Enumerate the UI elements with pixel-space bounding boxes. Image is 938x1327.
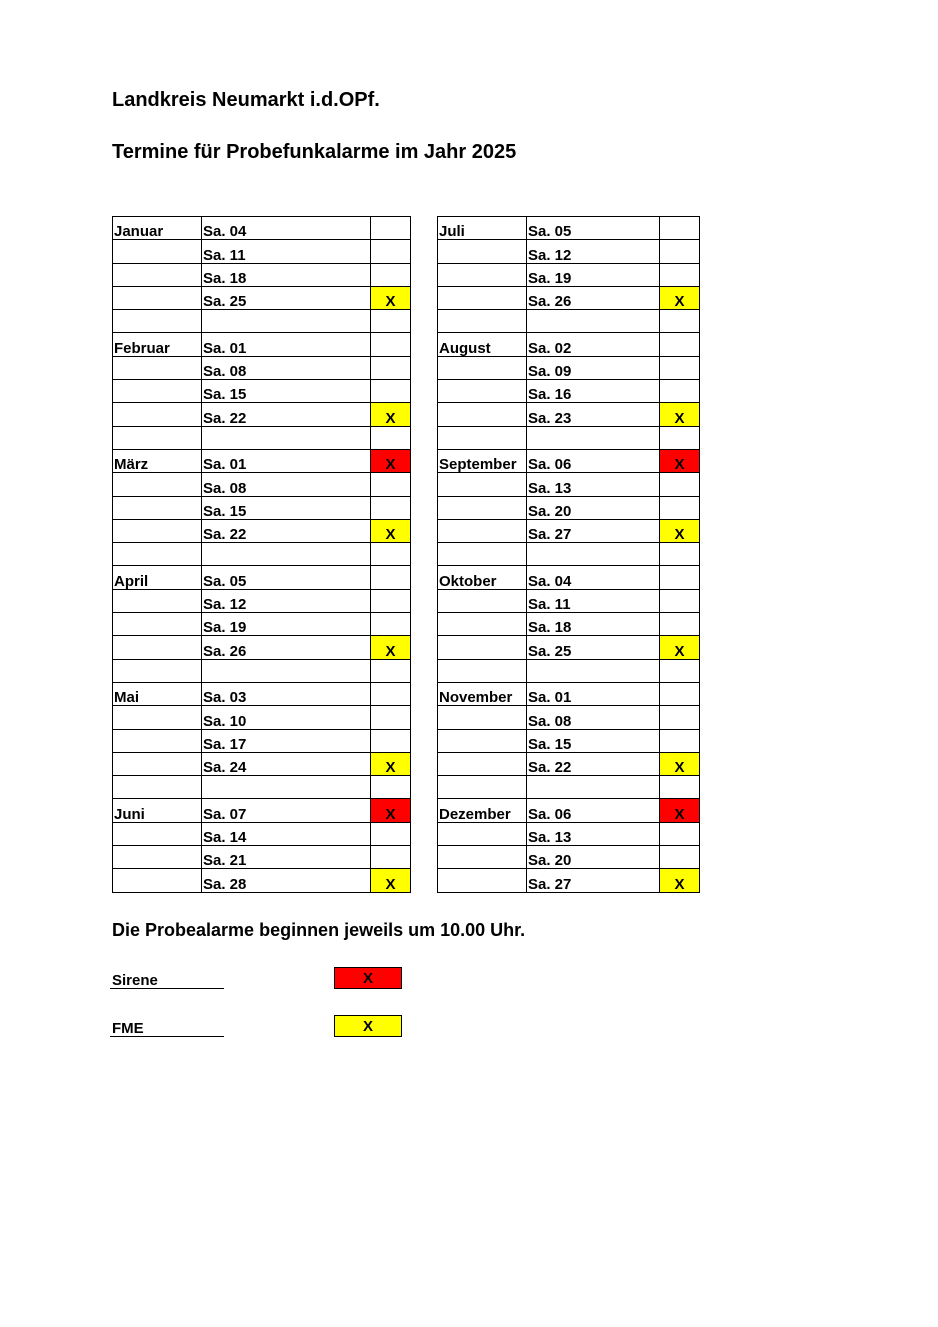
month-cell-empty xyxy=(113,519,202,542)
month-cell-empty xyxy=(438,706,527,729)
table-row xyxy=(438,403,700,426)
month-cell-empty xyxy=(438,263,527,286)
date-cell: Sa. 04 xyxy=(202,217,371,240)
date-cell: Sa. 16 xyxy=(527,380,660,403)
calendar-table-jul-dec xyxy=(437,216,700,893)
table-row xyxy=(113,706,411,729)
month-cell-empty xyxy=(113,496,202,519)
empty-cell xyxy=(371,659,411,682)
month-cell-empty xyxy=(113,263,202,286)
alarm-mark-empty xyxy=(660,496,700,519)
table-row xyxy=(113,217,411,240)
date-cell: Sa. 15 xyxy=(527,729,660,752)
table-row xyxy=(113,403,411,426)
table-row xyxy=(438,729,700,752)
table-row xyxy=(113,240,411,263)
alarm-mark-empty xyxy=(660,356,700,379)
date-cell: Sa. 18 xyxy=(202,263,371,286)
month-cell-empty xyxy=(113,473,202,496)
month-cell-empty xyxy=(438,636,527,659)
alarm-mark-empty xyxy=(660,263,700,286)
month-cell-empty xyxy=(438,822,527,845)
date-cell: Sa. 14 xyxy=(202,822,371,845)
month-cell-empty xyxy=(438,403,527,426)
table-row xyxy=(438,706,700,729)
date-cell: Sa. 05 xyxy=(527,217,660,240)
spacer-row xyxy=(438,543,700,566)
spacer-row xyxy=(113,659,411,682)
month-cell-empty xyxy=(113,240,202,263)
alarm-mark-fme: X xyxy=(371,286,411,309)
month-label: Oktober xyxy=(438,566,527,589)
table-row xyxy=(113,636,411,659)
alarm-mark-fme: X xyxy=(371,403,411,426)
date-cell: Sa. 08 xyxy=(202,473,371,496)
alarm-mark-empty xyxy=(371,333,411,356)
table-row xyxy=(438,217,700,240)
alarm-mark-empty xyxy=(371,613,411,636)
alarm-mark-empty xyxy=(371,822,411,845)
empty-cell xyxy=(202,776,371,799)
empty-cell xyxy=(660,310,700,333)
month-label: August xyxy=(438,333,527,356)
empty-cell xyxy=(438,543,527,566)
spacer-row xyxy=(438,310,700,333)
table-row xyxy=(438,566,700,589)
month-label: Dezember xyxy=(438,799,527,822)
month-cell-empty xyxy=(113,286,202,309)
table-row xyxy=(113,263,411,286)
empty-cell xyxy=(438,659,527,682)
table-row xyxy=(438,449,700,472)
month-cell-empty xyxy=(438,846,527,869)
date-cell: Sa. 11 xyxy=(527,589,660,612)
date-cell: Sa. 22 xyxy=(202,403,371,426)
month-label: Juni xyxy=(113,799,202,822)
table-row xyxy=(113,589,411,612)
date-cell: Sa. 15 xyxy=(202,380,371,403)
alarm-mark-fme: X xyxy=(660,869,700,892)
start-time-note: Die Probealarme beginnen jeweils um 10.00 Uhr. xyxy=(112,920,526,940)
date-cell: Sa. 13 xyxy=(527,473,660,496)
month-cell-empty xyxy=(438,380,527,403)
alarm-mark-empty xyxy=(660,333,700,356)
alarm-mark-empty xyxy=(371,473,411,496)
alarm-mark-fme: X xyxy=(660,752,700,775)
table-row xyxy=(438,799,700,822)
empty-cell xyxy=(438,426,527,449)
month-cell-empty xyxy=(113,846,202,869)
table-row xyxy=(113,519,411,542)
empty-cell xyxy=(113,310,202,333)
spacer-row xyxy=(438,776,700,799)
spacer-row xyxy=(113,310,411,333)
month-label: März xyxy=(113,449,202,472)
date-cell: Sa. 26 xyxy=(202,636,371,659)
calendar-table-jan-jun xyxy=(112,216,411,893)
alarm-mark-empty xyxy=(660,682,700,705)
month-cell-empty xyxy=(113,752,202,775)
table-row xyxy=(113,380,411,403)
table-row xyxy=(438,682,700,705)
date-cell: Sa. 24 xyxy=(202,752,371,775)
empty-cell xyxy=(371,543,411,566)
date-cell: Sa. 23 xyxy=(527,403,660,426)
spacer-row xyxy=(438,659,700,682)
date-cell: Sa. 06 xyxy=(527,449,660,472)
empty-cell xyxy=(202,310,371,333)
month-label: Februar xyxy=(113,333,202,356)
table-row xyxy=(113,869,411,892)
date-cell: Sa. 20 xyxy=(527,846,660,869)
month-cell-empty xyxy=(113,356,202,379)
month-cell-empty xyxy=(113,729,202,752)
alarm-mark-empty xyxy=(371,217,411,240)
date-cell: Sa. 10 xyxy=(202,706,371,729)
alarm-mark-empty xyxy=(660,729,700,752)
month-cell-empty xyxy=(438,519,527,542)
alarm-mark-empty xyxy=(371,240,411,263)
empty-cell xyxy=(660,543,700,566)
month-cell-empty xyxy=(113,706,202,729)
date-cell: Sa. 17 xyxy=(202,729,371,752)
empty-cell xyxy=(113,543,202,566)
table-row xyxy=(113,449,411,472)
table-row xyxy=(438,286,700,309)
date-cell: Sa. 12 xyxy=(527,240,660,263)
table-row xyxy=(113,729,411,752)
alarm-mark-empty xyxy=(371,682,411,705)
alarm-mark-empty xyxy=(660,473,700,496)
date-cell: Sa. 26 xyxy=(527,286,660,309)
table-row xyxy=(113,799,411,822)
empty-cell xyxy=(660,426,700,449)
alarm-mark-empty xyxy=(660,566,700,589)
table-row xyxy=(438,752,700,775)
page-title: Termine für Probefunkalarme im Jahr 2025 xyxy=(112,141,517,163)
legend-fme-label: FME xyxy=(110,1015,224,1037)
month-cell-empty xyxy=(438,869,527,892)
alarm-mark-fme: X xyxy=(371,636,411,659)
alarm-mark-empty xyxy=(660,613,700,636)
empty-cell xyxy=(660,776,700,799)
empty-cell xyxy=(371,776,411,799)
month-cell-empty xyxy=(438,356,527,379)
empty-cell xyxy=(113,659,202,682)
table-row xyxy=(113,496,411,519)
table-row xyxy=(438,869,700,892)
date-cell: Sa. 19 xyxy=(202,613,371,636)
month-label: Mai xyxy=(113,682,202,705)
table-row xyxy=(438,240,700,263)
date-cell: Sa. 15 xyxy=(202,496,371,519)
alarm-mark-fme: X xyxy=(660,519,700,542)
spacer-row xyxy=(113,426,411,449)
table-row xyxy=(113,356,411,379)
month-label: April xyxy=(113,566,202,589)
alarm-mark-sirene: X xyxy=(371,799,411,822)
date-cell: Sa. 27 xyxy=(527,869,660,892)
table-row xyxy=(438,333,700,356)
alarm-mark-empty xyxy=(660,240,700,263)
table-row xyxy=(113,752,411,775)
date-cell: Sa. 25 xyxy=(202,286,371,309)
alarm-mark-empty xyxy=(371,496,411,519)
alarm-mark-sirene: X xyxy=(660,799,700,822)
month-cell-empty xyxy=(438,729,527,752)
table-row xyxy=(113,682,411,705)
month-cell-empty xyxy=(113,589,202,612)
date-cell: Sa. 21 xyxy=(202,846,371,869)
legend-sirene xyxy=(110,967,373,989)
month-label: September xyxy=(438,449,527,472)
date-cell: Sa. 13 xyxy=(527,822,660,845)
district-title: Landkreis Neumarkt i.d.OPf. xyxy=(112,89,380,111)
table-row xyxy=(438,380,700,403)
empty-cell xyxy=(527,659,660,682)
table-row xyxy=(438,636,700,659)
alarm-mark-empty xyxy=(660,706,700,729)
alarm-mark-empty xyxy=(371,729,411,752)
empty-cell xyxy=(660,659,700,682)
alarm-mark-fme: X xyxy=(371,519,411,542)
empty-cell xyxy=(527,426,660,449)
month-cell-empty xyxy=(438,589,527,612)
date-cell: Sa. 06 xyxy=(527,799,660,822)
alarm-mark-fme: X xyxy=(660,403,700,426)
month-cell-empty xyxy=(113,869,202,892)
empty-cell xyxy=(527,543,660,566)
table-row xyxy=(438,496,700,519)
date-cell: Sa. 12 xyxy=(202,589,371,612)
date-cell: Sa. 01 xyxy=(202,333,371,356)
empty-cell xyxy=(371,426,411,449)
legend-fme xyxy=(110,1015,373,1037)
table-row xyxy=(438,473,700,496)
alarm-mark-fme: X xyxy=(371,869,411,892)
table-row xyxy=(438,589,700,612)
legend-sirene-swatch: X xyxy=(334,967,402,989)
table-row xyxy=(438,822,700,845)
empty-cell xyxy=(202,543,371,566)
month-cell-empty xyxy=(438,752,527,775)
alarm-mark-sirene: X xyxy=(371,449,411,472)
alarm-mark-empty xyxy=(660,380,700,403)
date-cell: Sa. 18 xyxy=(527,613,660,636)
date-cell: Sa. 22 xyxy=(527,752,660,775)
date-cell: Sa. 22 xyxy=(202,519,371,542)
date-cell: Sa. 01 xyxy=(202,449,371,472)
date-cell: Sa. 02 xyxy=(527,333,660,356)
spacer-row xyxy=(113,543,411,566)
alarm-mark-fme: X xyxy=(371,752,411,775)
empty-cell xyxy=(527,776,660,799)
empty-cell xyxy=(438,310,527,333)
month-cell-empty xyxy=(438,240,527,263)
date-cell: Sa. 27 xyxy=(527,519,660,542)
table-row xyxy=(438,613,700,636)
date-cell: Sa. 08 xyxy=(202,356,371,379)
month-cell-empty xyxy=(438,496,527,519)
empty-cell xyxy=(113,776,202,799)
table-row xyxy=(113,613,411,636)
month-cell-empty xyxy=(438,473,527,496)
legend-fme-swatch: X xyxy=(334,1015,402,1037)
empty-cell xyxy=(438,776,527,799)
month-label: November xyxy=(438,682,527,705)
alarm-mark-fme: X xyxy=(660,636,700,659)
date-cell: Sa. 01 xyxy=(527,682,660,705)
table-row xyxy=(113,566,411,589)
table-row xyxy=(438,356,700,379)
month-cell-empty xyxy=(113,636,202,659)
empty-cell xyxy=(202,659,371,682)
month-label: Juli xyxy=(438,217,527,240)
table-row xyxy=(438,846,700,869)
empty-cell xyxy=(113,426,202,449)
table-row xyxy=(113,846,411,869)
date-cell: Sa. 04 xyxy=(527,566,660,589)
month-cell-empty xyxy=(113,822,202,845)
alarm-mark-empty xyxy=(371,846,411,869)
month-cell-empty xyxy=(438,613,527,636)
alarm-mark-empty xyxy=(660,846,700,869)
date-cell: Sa. 09 xyxy=(527,356,660,379)
table-row xyxy=(113,822,411,845)
date-cell: Sa. 28 xyxy=(202,869,371,892)
table-row xyxy=(113,333,411,356)
month-cell-empty xyxy=(113,403,202,426)
alarm-mark-empty xyxy=(660,589,700,612)
table-row xyxy=(113,473,411,496)
table-row xyxy=(438,519,700,542)
alarm-mark-empty xyxy=(371,589,411,612)
empty-cell xyxy=(527,310,660,333)
alarm-mark-empty xyxy=(371,566,411,589)
alarm-mark-sirene: X xyxy=(660,449,700,472)
date-cell: Sa. 11 xyxy=(202,240,371,263)
alarm-mark-empty xyxy=(660,217,700,240)
month-cell-empty xyxy=(438,286,527,309)
legend-sirene-label: Sirene xyxy=(110,967,224,989)
date-cell: Sa. 05 xyxy=(202,566,371,589)
date-cell: Sa. 25 xyxy=(527,636,660,659)
table-row xyxy=(438,263,700,286)
month-cell-empty xyxy=(113,380,202,403)
date-cell: Sa. 20 xyxy=(527,496,660,519)
month-label: Januar xyxy=(113,217,202,240)
table-row xyxy=(113,286,411,309)
spacer-row xyxy=(438,426,700,449)
empty-cell xyxy=(371,310,411,333)
alarm-mark-empty xyxy=(371,706,411,729)
alarm-mark-empty xyxy=(371,380,411,403)
alarm-mark-empty xyxy=(371,356,411,379)
date-cell: Sa. 07 xyxy=(202,799,371,822)
alarm-mark-empty xyxy=(371,263,411,286)
month-cell-empty xyxy=(113,613,202,636)
date-cell: Sa. 08 xyxy=(527,706,660,729)
spacer-row xyxy=(113,776,411,799)
date-cell: Sa. 19 xyxy=(527,263,660,286)
alarm-mark-fme: X xyxy=(660,286,700,309)
empty-cell xyxy=(202,426,371,449)
alarm-mark-empty xyxy=(660,822,700,845)
date-cell: Sa. 03 xyxy=(202,682,371,705)
